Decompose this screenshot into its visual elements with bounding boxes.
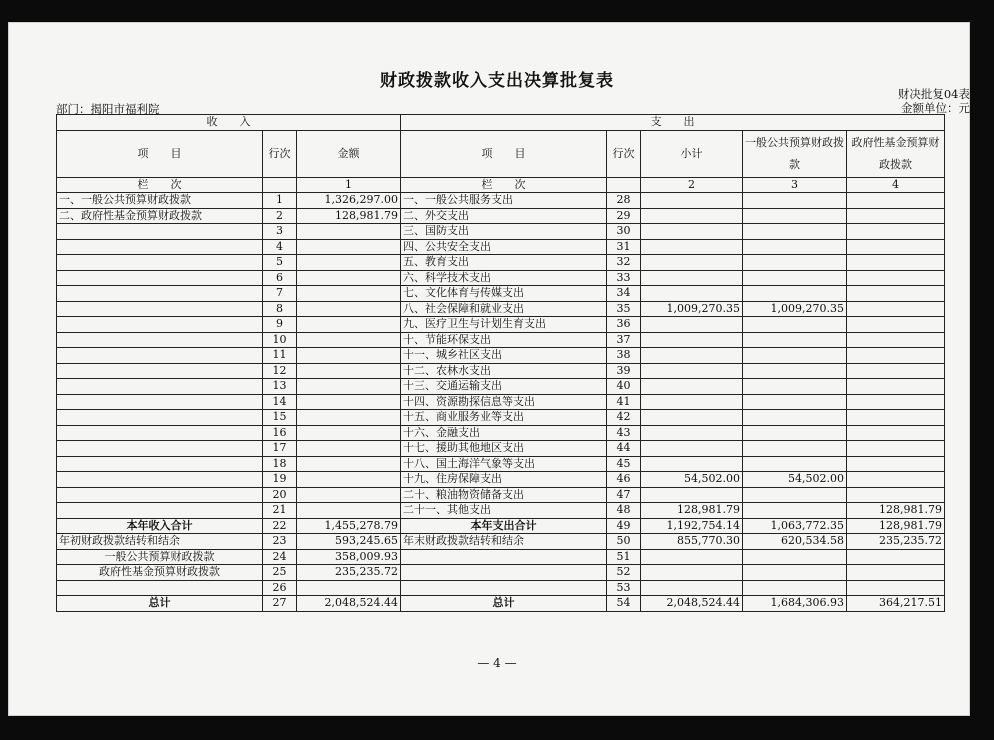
expense-general-budget	[743, 394, 847, 410]
expense-fund-budget	[847, 456, 945, 472]
expense-row-no: 46	[607, 472, 641, 488]
table-row	[57, 239, 945, 255]
expense-col-label: 栏 次	[401, 177, 607, 193]
expense-fund-budget	[847, 317, 945, 333]
expense-fund-budget	[847, 394, 945, 410]
income-item	[57, 270, 263, 286]
income-amount	[297, 317, 401, 333]
page-number: — 4 —	[477, 656, 517, 670]
col-index-3: 3	[743, 177, 847, 193]
income-row-no: 11	[263, 348, 297, 364]
table-row	[57, 503, 945, 519]
expense-general-budget	[743, 441, 847, 457]
income-amount: 2,048,524.44	[297, 596, 401, 612]
income-row-no: 14	[263, 394, 297, 410]
income-amount	[297, 425, 401, 441]
expense-subtotal	[641, 441, 743, 457]
expense-general-budget	[743, 239, 847, 255]
income-amount: 235,235.72	[297, 565, 401, 581]
expense-fund-budget	[847, 270, 945, 286]
expense-subtotal	[641, 208, 743, 224]
expense-row-no: 50	[607, 534, 641, 550]
income-row-no: 10	[263, 332, 297, 348]
expense-general-budget	[743, 487, 847, 503]
expense-subtotal	[641, 487, 743, 503]
income-row-no: 2	[263, 208, 297, 224]
expense-fund-budget	[847, 410, 945, 426]
income-amount	[297, 456, 401, 472]
expense-item: 年末财政拨款结转和结余	[401, 534, 607, 550]
expense-row-no: 51	[607, 549, 641, 565]
income-row-no: 18	[263, 456, 297, 472]
table-row	[57, 255, 945, 271]
col-index-4: 4	[847, 177, 945, 193]
expense-row-no: 48	[607, 503, 641, 519]
income-amount	[297, 487, 401, 503]
income-header: 收 入	[57, 115, 401, 131]
expense-subtotal: 54,502.00	[641, 472, 743, 488]
table-row	[57, 332, 945, 348]
expense-general-budget	[743, 286, 847, 302]
income-row-no: 9	[263, 317, 297, 333]
table-row	[57, 580, 945, 596]
expense-item: 十二、农林水支出	[401, 363, 607, 379]
table-row	[57, 487, 945, 503]
expense-row-no: 40	[607, 379, 641, 395]
expense-subtotal	[641, 224, 743, 240]
expense-general-budget	[743, 363, 847, 379]
section-header-row	[57, 115, 945, 131]
expense-general-budget	[743, 317, 847, 333]
col-index-1: 1	[297, 177, 401, 193]
expense-item: 十、节能环保支出	[401, 332, 607, 348]
expense-item: 十四、资源勘探信息等支出	[401, 394, 607, 410]
expense-item: 十六、金融支出	[401, 425, 607, 441]
expense-item: 一、一般公共服务支出	[401, 193, 607, 209]
income-item	[57, 348, 263, 364]
expense-subtotal: 128,981.79	[641, 503, 743, 519]
expense-general-budget: 54,502.00	[743, 472, 847, 488]
income-amount	[297, 580, 401, 596]
expense-item: 本年支出合计	[401, 518, 607, 534]
expense-subtotal	[641, 565, 743, 581]
income-row-no: 6	[263, 270, 297, 286]
income-item	[57, 441, 263, 457]
income-item: 一、一般公共预算财政拨款	[57, 193, 263, 209]
income-item	[57, 363, 263, 379]
income-row-no: 22	[263, 518, 297, 534]
expense-row-no: 31	[607, 239, 641, 255]
income-item	[57, 580, 263, 596]
expense-general-budget	[743, 224, 847, 240]
expense-item-header: 项 目	[401, 130, 607, 177]
income-item	[57, 503, 263, 519]
expense-item: 二十一、其他支出	[401, 503, 607, 519]
expense-fund-budget	[847, 379, 945, 395]
income-item: 政府性基金预算财政拨款	[57, 565, 263, 581]
expense-item: 七、文化体育与传媒支出	[401, 286, 607, 302]
expense-general-budget	[743, 410, 847, 426]
expense-item	[401, 565, 607, 581]
income-row-no: 25	[263, 565, 297, 581]
table-row	[57, 410, 945, 426]
expense-subtotal	[641, 410, 743, 426]
income-item: 年初财政拨款结转和结余	[57, 534, 263, 550]
expense-fund-budget	[847, 580, 945, 596]
income-row-no: 24	[263, 549, 297, 565]
income-amount	[297, 394, 401, 410]
expense-general-budget: 1,684,306.93	[743, 596, 847, 612]
expense-row-no: 37	[607, 332, 641, 348]
table-row	[57, 472, 945, 488]
expense-subtotal	[641, 286, 743, 302]
col-index-2: 2	[641, 177, 743, 193]
expense-row-no: 42	[607, 410, 641, 426]
expense-general-budget	[743, 348, 847, 364]
approval-table	[56, 114, 945, 612]
fund-budget-header: 政府性基金预算财政拨款	[847, 130, 945, 177]
income-amount	[297, 410, 401, 426]
expense-row-no: 36	[607, 317, 641, 333]
expense-row-no: 53	[607, 580, 641, 596]
expense-row-no: 49	[607, 518, 641, 534]
income-row-no: 27	[263, 596, 297, 612]
table-row	[57, 534, 945, 550]
income-item: 一般公共预算财政拨款	[57, 549, 263, 565]
expense-item	[401, 549, 607, 565]
income-amount	[297, 348, 401, 364]
expense-fund-budget	[847, 332, 945, 348]
expense-row-no: 28	[607, 193, 641, 209]
expense-subtotal	[641, 332, 743, 348]
table-row	[57, 394, 945, 410]
income-amount	[297, 270, 401, 286]
income-item	[57, 487, 263, 503]
income-amount: 1,455,278.79	[297, 518, 401, 534]
expense-general-budget	[743, 580, 847, 596]
income-amount	[297, 301, 401, 317]
table-row	[57, 208, 945, 224]
expense-subtotal	[641, 270, 743, 286]
expense-subtotal	[641, 394, 743, 410]
income-item	[57, 301, 263, 317]
expense-general-budget	[743, 270, 847, 286]
table-row	[57, 317, 945, 333]
income-item	[57, 224, 263, 240]
expense-subtotal	[641, 255, 743, 271]
column-index-row	[57, 177, 945, 193]
expense-general-budget: 620,534.58	[743, 534, 847, 550]
income-item-header: 项 目	[57, 130, 263, 177]
income-row-no: 3	[263, 224, 297, 240]
expense-subtotal	[641, 348, 743, 364]
expense-general-budget	[743, 503, 847, 519]
expense-row-no: 30	[607, 224, 641, 240]
expense-general-budget	[743, 255, 847, 271]
income-item	[57, 472, 263, 488]
income-row-no: 8	[263, 301, 297, 317]
document-title: 财政拨款收入支出决算批复表	[380, 71, 614, 91]
income-amount	[297, 332, 401, 348]
expense-rowno-header: 行次	[607, 130, 641, 177]
expense-general-budget	[743, 379, 847, 395]
income-amount: 593,245.65	[297, 534, 401, 550]
income-row-no: 19	[263, 472, 297, 488]
income-amount	[297, 503, 401, 519]
table-row	[57, 518, 945, 534]
expense-item	[401, 580, 607, 596]
table-row	[57, 549, 945, 565]
expense-fund-budget	[847, 255, 945, 271]
expense-subtotal: 1,192,754.14	[641, 518, 743, 534]
expense-fund-budget	[847, 565, 945, 581]
income-col-label: 栏 次	[57, 177, 263, 193]
income-row-no: 21	[263, 503, 297, 519]
expense-header: 支 出	[401, 115, 945, 131]
expense-item: 二、外交支出	[401, 208, 607, 224]
expense-item: 十三、交通运输支出	[401, 379, 607, 395]
expense-fund-budget	[847, 363, 945, 379]
income-amount: 358,009.93	[297, 549, 401, 565]
income-item	[57, 317, 263, 333]
income-amount	[297, 441, 401, 457]
expense-general-budget	[743, 425, 847, 441]
expense-fund-budget	[847, 441, 945, 457]
income-item	[57, 286, 263, 302]
expense-fund-budget	[847, 472, 945, 488]
table-row	[57, 425, 945, 441]
income-row-no: 1	[263, 193, 297, 209]
income-item	[57, 332, 263, 348]
income-item	[57, 239, 263, 255]
expense-rowno-blank	[607, 177, 641, 193]
income-amount	[297, 224, 401, 240]
expense-fund-budget: 128,981.79	[847, 503, 945, 519]
expense-item: 十八、国土海洋气象等支出	[401, 456, 607, 472]
table-row	[57, 193, 945, 209]
expense-item: 二十、粮油物资储备支出	[401, 487, 607, 503]
expense-fund-budget	[847, 301, 945, 317]
income-amount: 1,326,297.00	[297, 193, 401, 209]
income-amount	[297, 255, 401, 271]
table-row	[57, 565, 945, 581]
expense-row-no: 32	[607, 255, 641, 271]
expense-item: 四、公共安全支出	[401, 239, 607, 255]
table-row	[57, 348, 945, 364]
expense-row-no: 39	[607, 363, 641, 379]
expense-general-budget	[743, 456, 847, 472]
expense-item: 八、社会保障和就业支出	[401, 301, 607, 317]
income-row-no: 17	[263, 441, 297, 457]
expense-subtotal: 2,048,524.44	[641, 596, 743, 612]
expense-subtotal	[641, 379, 743, 395]
income-item: 总计	[57, 596, 263, 612]
expense-fund-budget	[847, 193, 945, 209]
expense-fund-budget	[847, 425, 945, 441]
expense-general-budget: 1,063,772.35	[743, 518, 847, 534]
expense-general-budget	[743, 565, 847, 581]
expense-item: 十一、城乡社区支出	[401, 348, 607, 364]
table-row	[57, 363, 945, 379]
expense-subtotal	[641, 456, 743, 472]
expense-row-no: 44	[607, 441, 641, 457]
table-row	[57, 379, 945, 395]
expense-general-budget	[743, 193, 847, 209]
expense-subtotal	[641, 363, 743, 379]
income-row-no: 20	[263, 487, 297, 503]
expense-row-no: 47	[607, 487, 641, 503]
expense-general-budget: 1,009,270.35	[743, 301, 847, 317]
income-row-no: 12	[263, 363, 297, 379]
table-row	[57, 596, 945, 612]
expense-general-budget	[743, 332, 847, 348]
income-item	[57, 255, 263, 271]
expense-fund-budget: 235,235.72	[847, 534, 945, 550]
income-row-no: 23	[263, 534, 297, 550]
expense-row-no: 34	[607, 286, 641, 302]
income-row-no: 13	[263, 379, 297, 395]
expense-subtotal: 855,770.30	[641, 534, 743, 550]
form-code: 财决批复04表	[897, 87, 970, 101]
income-rowno-blank	[263, 177, 297, 193]
expense-subtotal	[641, 239, 743, 255]
table-row	[57, 456, 945, 472]
expense-subtotal	[641, 317, 743, 333]
table-row	[57, 301, 945, 317]
expense-item: 九、医疗卫生与计划生育支出	[401, 317, 607, 333]
expense-row-no: 43	[607, 425, 641, 441]
expense-row-no: 41	[607, 394, 641, 410]
income-row-no: 5	[263, 255, 297, 271]
income-amount	[297, 286, 401, 302]
income-item	[57, 379, 263, 395]
expense-subtotal: 1,009,270.35	[641, 301, 743, 317]
income-item: 本年收入合计	[57, 518, 263, 534]
expense-subtotal	[641, 580, 743, 596]
income-row-no: 15	[263, 410, 297, 426]
income-rowno-header: 行次	[263, 130, 297, 177]
expense-fund-budget: 364,217.51	[847, 596, 945, 612]
expense-fund-budget	[847, 286, 945, 302]
expense-general-budget	[743, 208, 847, 224]
income-amount: 128,981.79	[297, 208, 401, 224]
amount-unit: 金额单位：元	[901, 101, 970, 115]
expense-row-no: 52	[607, 565, 641, 581]
expense-fund-budget	[847, 239, 945, 255]
income-item	[57, 456, 263, 472]
column-header-row	[57, 130, 945, 177]
income-amount	[297, 472, 401, 488]
expense-subtotal	[641, 425, 743, 441]
income-amount	[297, 379, 401, 395]
income-item	[57, 410, 263, 426]
subtotal-header: 小计	[641, 130, 743, 177]
income-amount	[297, 239, 401, 255]
income-amount	[297, 363, 401, 379]
income-amount-header: 金额	[297, 130, 401, 177]
general-budget-header: 一般公共预算财政拨款	[743, 130, 847, 177]
income-item	[57, 425, 263, 441]
expense-item: 十七、援助其他地区支出	[401, 441, 607, 457]
expense-fund-budget: 128,981.79	[847, 518, 945, 534]
expense-item: 十九、住房保障支出	[401, 472, 607, 488]
table-row	[57, 270, 945, 286]
expense-subtotal	[641, 193, 743, 209]
expense-row-no: 54	[607, 596, 641, 612]
expense-row-no: 38	[607, 348, 641, 364]
table-row	[57, 441, 945, 457]
expense-row-no: 45	[607, 456, 641, 472]
expense-fund-budget	[847, 487, 945, 503]
expense-fund-budget	[847, 224, 945, 240]
expense-fund-budget	[847, 348, 945, 364]
expense-item: 三、国防支出	[401, 224, 607, 240]
table-row	[57, 286, 945, 302]
expense-fund-budget	[847, 549, 945, 565]
income-row-no: 7	[263, 286, 297, 302]
expense-item: 六、科学技术支出	[401, 270, 607, 286]
expense-item: 五、教育支出	[401, 255, 607, 271]
expense-row-no: 35	[607, 301, 641, 317]
income-row-no: 4	[263, 239, 297, 255]
income-row-no: 16	[263, 425, 297, 441]
expense-item: 十五、商业服务业等支出	[401, 410, 607, 426]
income-item: 二、政府性基金预算财政拨款	[57, 208, 263, 224]
department-label: 部门：揭阳市福利院	[56, 102, 160, 116]
expense-row-no: 33	[607, 270, 641, 286]
expense-row-no: 29	[607, 208, 641, 224]
expense-general-budget	[743, 549, 847, 565]
table-row	[57, 224, 945, 240]
expense-fund-budget	[847, 208, 945, 224]
expense-item: 总计	[401, 596, 607, 612]
income-item	[57, 394, 263, 410]
expense-subtotal	[641, 549, 743, 565]
income-row-no: 26	[263, 580, 297, 596]
